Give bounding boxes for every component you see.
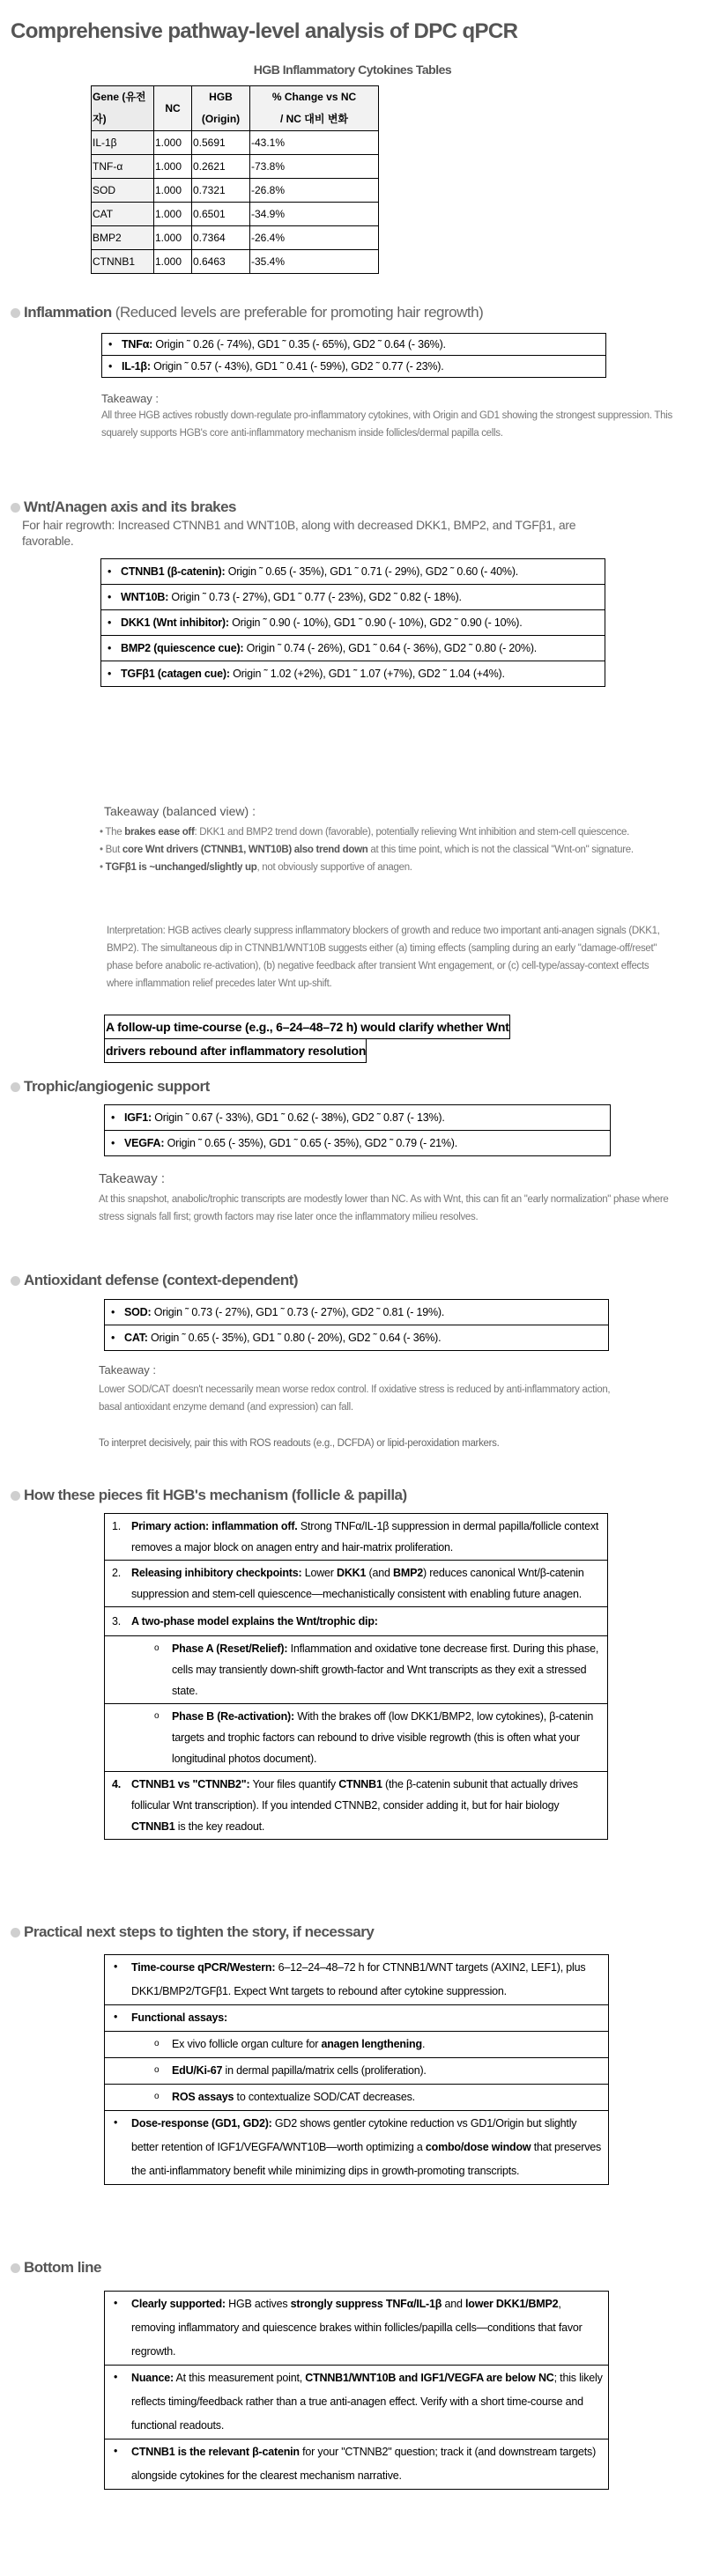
cell-hgb: 0.2621 xyxy=(192,155,250,179)
next-steps-box xyxy=(104,1954,609,2185)
item-label: VEGFA: xyxy=(124,1137,165,1149)
cell-hgb: 0.6463 xyxy=(192,250,250,274)
item-label: CTNNB1 (β-catenin): xyxy=(121,565,226,578)
item-text: Origin ˜ 1.02 (+2%), GD1 ˜ 1.07 (+7%), GD2 ˜ 1.04 (+4%). xyxy=(229,668,505,680)
section-title: Practical next steps to tighten the story, if necessary xyxy=(24,1923,375,1940)
item-label: Releasing inhibitory checkpoints: xyxy=(131,1567,302,1579)
item-label: TGFβ1 (catagen cue): xyxy=(121,668,230,680)
takeaway-text: At this snapshot, anabolic/trophic transcripts are modestly lower than NC. As with Wnt, this can fit an "early normalization" phase where stress signals fall first; growth factors may rise later once the inflammatory milieu resolves. xyxy=(99,1194,669,1222)
list-item: • VEGFA: Origin ˜ 0.65 (- 35%), GD1 ˜ 0.65 (- 35%), GD2 ˜ 0.79 (- 21%). xyxy=(105,1130,610,1155)
cell-hgb: 0.7321 xyxy=(192,179,250,203)
list-item: o EdU/Ki-67 in dermal papilla/matrix cells (proliferation). xyxy=(105,2057,608,2084)
cell-gene: CAT xyxy=(92,203,154,226)
section-subtitle: (Reduced levels are preferable for promoting hair regrowth) xyxy=(115,304,484,321)
header-pct-line1: % Change vs NC xyxy=(271,91,357,103)
item-text: Origin ˜ 0.67 (- 33%), GD1 ˜ 0.62 (- 38%), GD2 ˜ 0.87 (- 13%). xyxy=(151,1111,445,1124)
cell-nc: 1.000 xyxy=(154,131,192,155)
item-text: Origin ˜ 0.65 (- 35%), GD1 ˜ 0.80 (- 20%), GD2 ˜ 0.64 (- 36%). xyxy=(147,1332,442,1344)
list-item: 1. Primary action: inflammation off. Strong TNFα/IL-1β suppression in dermal papilla/follicle context removes a major block on anagen entry and hair-matrix proliferation. xyxy=(112,1520,599,1554)
item-text: Origin ˜ 0.73 (- 27%), GD1 ˜ 0.73 (- 27%), GD2 ˜ 0.81 (- 19%). xyxy=(151,1306,445,1318)
item-text: Strong TNFα/IL-1β suppression in dermal papilla/follicle context removes a major block on anagen entry and hair-matrix proliferation. xyxy=(131,1520,599,1554)
list-item: 2. Releasing inhibitory checkpoints: Lower DKK1 (and BMP2) reduces canonical Wnt/β-catenin suppression and stem-cell quiescence—mechanistically consistent with enabling future anagen. xyxy=(105,1560,607,1606)
cell-nc: 1.000 xyxy=(154,250,192,274)
section-bullet-icon xyxy=(11,1928,20,1938)
takeaway-heading: Takeaway : xyxy=(99,1363,157,1377)
list-item: • IL-1β: Origin ˜ 0.57 (- 43%), GD1 ˜ 0.41 (- 59%), GD2 ˜ 0.77 (- 23%). xyxy=(102,355,605,377)
trophic-box xyxy=(104,1104,611,1156)
section-title: Wnt/Anagen axis and its brakes xyxy=(24,498,237,515)
list-item: o ROS assays to contextualize SOD/CAT decreases. xyxy=(105,2084,608,2110)
table-row xyxy=(92,226,379,250)
item-label: IL-1β: xyxy=(122,360,151,373)
list-item: • WNT10B: Origin ˜ 0.73 (- 27%), GD1 ˜ 0.77 (- 23%), GD2 ˜ 0.82 (- 18%). xyxy=(101,584,605,609)
list-item: o Ex vivo follicle organ culture for anagen lengthening. xyxy=(105,2031,608,2057)
section-title: Antioxidant defense (context-dependent) xyxy=(24,1272,299,1288)
cytokines-table xyxy=(91,85,379,274)
section-title: Trophic/angiogenic support xyxy=(24,1078,210,1095)
takeaway-heading: Takeaway : xyxy=(99,1171,166,1186)
item-label: CTNNB1 is the relevant β-catenin xyxy=(131,2446,300,2458)
cell-nc: 1.000 xyxy=(154,203,192,226)
mechanism-box xyxy=(104,1513,608,1840)
cell-nc: 1.000 xyxy=(154,226,192,250)
highlight-line: A follow-up time-course (e.g., 6–24–48–72 h) would clarify whether Wnt xyxy=(104,1015,510,1039)
takeaway-text: All three HGB actives robustly down-regulate pro-inflammatory cytokines, with Origin and GD1 showing the strongest suppression. This squarely supports HGB's core anti-inflammatory mechanism inside follicles/dermal papilla cells. xyxy=(101,410,672,439)
section-bullet-icon xyxy=(11,308,20,318)
item-text: With the brakes off (low DKK1/BMP2, low cytokines), β-catenin targets and trophic factors can rebound to drive visible regrowth (this is often what your longitudinal photos document). xyxy=(172,1710,594,1765)
takeaway-heading: Takeaway (balanced view) : xyxy=(104,804,256,818)
section-bullet-icon xyxy=(11,1276,20,1286)
item-text: Origin ˜ 0.74 (- 26%), GD1 ˜ 0.64 (- 36%), GD2 ˜ 0.80 (- 20%). xyxy=(243,642,538,654)
list-item: • DKK1 (Wnt inhibitor): Origin ˜ 0.90 (- 10%), GD1 ˜ 0.90 (- 10%), GD2 ˜ 0.90 (- 10%). xyxy=(101,609,605,635)
list-item: o Phase B (Re-activation): With the brakes off (low DKK1/BMP2, low cytokines), β-catenin targets and trophic factors can rebound to drive visible regrowth (this is often what your longitudinal photos document). xyxy=(105,1703,607,1771)
section-title: How these pieces fit HGB's mechanism (follicle & papilla) xyxy=(24,1487,407,1503)
section-heading-mechanism xyxy=(11,1487,407,1504)
list-item: • CTNNB1 (β-catenin): Origin ˜ 0.65 (- 35%), GD1 ˜ 0.71 (- 29%), GD2 ˜ 0.60 (- 40%). xyxy=(108,565,519,578)
takeaway-text: Lower SOD/CAT doesn't necessarily mean worse redox control. If oxidative stress is reduced by anti-inflammatory action, basal antioxidant enzyme demand (and expression) can fall. xyxy=(99,1384,611,1413)
item-label: Functional assays: xyxy=(131,2011,227,2024)
item-label: SOD: xyxy=(124,1306,152,1318)
item-label: Nuance: xyxy=(131,2372,174,2384)
cell-pct: -43.1% xyxy=(250,131,379,155)
item-label: Primary action: inflammation off. xyxy=(131,1520,298,1532)
item-text: Origin ˜ 0.65 (- 35%), GD1 ˜ 0.65 (- 35%), GD2 ˜ 0.79 (- 21%). xyxy=(164,1137,457,1149)
list-item: • SOD: Origin ˜ 0.73 (- 27%), GD1 ˜ 0.73 (- 27%), GD2 ˜ 0.81 (- 19%). xyxy=(111,1306,445,1318)
item-text: Origin ˜ 0.26 (- 74%), GD1 ˜ 0.35 (- 65%), GD2 ˜ 0.64 (- 36%). xyxy=(152,338,446,351)
takeaway-point: • The brakes ease off: DKK1 and BMP2 trend down (favorable), potentially relieving Wnt inhibition and stem-cell quiescence. xyxy=(100,827,630,838)
item-label: TNFα: xyxy=(122,338,153,351)
cell-gene: BMP2 xyxy=(92,226,154,250)
item-label: WNT10B: xyxy=(121,591,169,603)
item-label: CAT: xyxy=(124,1332,148,1344)
table-row xyxy=(92,203,379,226)
cell-pct: -35.4% xyxy=(250,250,379,274)
list-item: • CTNNB1 is the relevant β-catenin for your "CTNNB2" question; track it (and downstream targets) alongside cytokines for the clearest mechanism narrative. xyxy=(105,2439,608,2489)
table-caption: HGB Inflammatory Cytokines Tables xyxy=(253,63,452,77)
table-row xyxy=(92,250,379,274)
section-title: Inflammation xyxy=(24,304,112,321)
header-hgb-line2: (Origin) xyxy=(201,113,241,125)
cell-gene: CTNNB1 xyxy=(92,250,154,274)
list-item: 4. CTNNB1 vs "CTNNB2": Your files quantify CTNNB1 (the β-catenin subunit that actually drives follicular Wnt transcription). If you intended CTNNB2, consider adding it, but for hair biology CTNNB1 is the key readout. xyxy=(105,1771,607,1839)
section-heading-inflammation xyxy=(11,304,483,321)
item-text: Origin ˜ 0.73 (- 27%), GD1 ˜ 0.77 (- 23%), GD2 ˜ 0.82 (- 18%). xyxy=(168,591,462,603)
item-text: Inflammation and oxidative tone decrease first. During this phase, cells may transiently down-shift growth-factor and Wnt transcripts as they exit a stressed state. xyxy=(172,1642,599,1697)
section-title: Bottom line xyxy=(24,2259,101,2276)
cell-pct: -26.4% xyxy=(250,226,379,250)
list-item: • CAT: Origin ˜ 0.65 (- 35%), GD1 ˜ 0.80 (- 20%), GD2 ˜ 0.64 (- 36%). xyxy=(105,1325,608,1350)
antioxidant-note: To interpret decisively, pair this with ROS readouts (e.g., DCFDA) or lipid-peroxidation markers. xyxy=(99,1438,500,1449)
cell-gene: SOD xyxy=(92,179,154,203)
section-bullet-icon xyxy=(11,1082,20,1092)
section-heading-trophic xyxy=(11,1078,210,1096)
table-row xyxy=(92,131,379,155)
item-label: Dose-response (GD1, GD2): xyxy=(131,2117,272,2129)
list-item: • Functional assays: xyxy=(105,2004,608,2031)
section-description: For hair regrowth: Increased CTNNB1 and WNT10B, along with decreased DKK1, BMP2, and TGFβ1, are favorable. xyxy=(22,518,576,548)
list-item: • BMP2 (quiescence cue): Origin ˜ 0.74 (- 26%), GD1 ˜ 0.64 (- 36%), GD2 ˜ 0.80 (- 20%). xyxy=(101,635,605,661)
section-heading-next-steps xyxy=(11,1923,374,1941)
cell-gene: TNF-α xyxy=(92,155,154,179)
takeaway-point: • But core Wnt drivers (CTNNB1, WNT10B) also trend down at this time point, which is not the classical "Wnt-on" signature. xyxy=(100,845,634,855)
item-label: Phase A (Reset/Relief): xyxy=(172,1642,288,1655)
section-heading-wnt xyxy=(11,498,236,516)
header-hgb-line1: HGB xyxy=(209,91,233,103)
page-title: Comprehensive pathway-level analysis of DPC qPCR xyxy=(11,19,518,43)
takeaway-point: • TGFβ1 is ~unchanged/slightly up, not obviously supportive of anagen. xyxy=(100,862,412,873)
cell-pct: -34.9% xyxy=(250,203,379,226)
cell-hgb: 0.5691 xyxy=(192,131,250,155)
bottom-line-box xyxy=(104,2291,609,2490)
list-item: • TNFα: Origin ˜ 0.26 (- 74%), GD1 ˜ 0.35 (- 65%), GD2 ˜ 0.64 (- 36%). xyxy=(108,338,446,351)
antioxidant-box xyxy=(104,1299,609,1351)
section-bullet-icon xyxy=(11,2263,20,2273)
table-header-row xyxy=(92,86,379,131)
item-text: 6–12–24–48–72 h for CTNNB1/WNT targets (AXIN2, LEF1), plus DKK1/BMP2/TGFβ1. Expect Wnt targets to rebound after cytokine suppression. xyxy=(131,1961,586,1997)
header-hgb xyxy=(192,86,250,131)
item-label: A two-phase model explains the Wnt/trophic dip: xyxy=(131,1615,378,1628)
highlight-callout xyxy=(104,1015,510,1063)
item-label: Clearly supported: xyxy=(131,2298,226,2310)
cell-nc: 1.000 xyxy=(154,179,192,203)
list-item: • Clearly supported: HGB actives strongly suppress TNFα/IL-1β and lower DKK1/BMP2, removing inflammatory and quiescence brakes within follicles/papilla cells—conditions that favor regrowth. xyxy=(114,2297,583,2358)
section-bullet-icon xyxy=(11,1491,20,1501)
header-pct-line2: / NC 대비 변화 xyxy=(279,113,349,125)
item-text: Origin ˜ 0.90 (- 10%), GD1 ˜ 0.90 (- 10%), GD2 ˜ 0.90 (- 10%). xyxy=(228,616,523,629)
list-item: o Phase A (Reset/Relief): Inflammation and oxidative tone decrease first. During this phase, cells may transiently down-shift growth-factor and Wnt transcripts as they exit a stressed state. xyxy=(105,1635,607,1703)
list-item: 3. A two-phase model explains the Wnt/trophic dip: xyxy=(105,1606,607,1635)
item-text: Origin ˜ 0.65 (- 35%), GD1 ˜ 0.71 (- 29%), GD2 ˜ 0.60 (- 40%). xyxy=(225,565,519,578)
highlight-line: drivers rebound after inflammatory resolution xyxy=(104,1038,367,1063)
inflammation-box xyxy=(101,333,606,378)
item-label: CTNNB1 vs "CTNNB2": xyxy=(131,1778,250,1790)
header-nc: NC xyxy=(154,86,192,131)
section-bullet-icon xyxy=(11,503,20,513)
cell-gene: IL-1β xyxy=(92,131,154,155)
item-label: DKK1 (Wnt inhibitor): xyxy=(121,616,229,629)
wnt-box xyxy=(100,558,605,687)
cell-nc: 1.000 xyxy=(154,155,192,179)
header-pct-change xyxy=(250,86,379,131)
cell-hgb: 0.6501 xyxy=(192,203,250,226)
list-item: • Nuance: At this measurement point, CTNNB1/WNT10B and IGF1/VEGFA are below NC; this likely reflects timing/feedback rather than a true anti-anagen effect. Verify with a short time-course and functional readouts. xyxy=(105,2365,608,2439)
list-item: • TGFβ1 (catagen cue): Origin ˜ 1.02 (+2%), GD1 ˜ 1.07 (+7%), GD2 ˜ 1.04 (+4%). xyxy=(101,661,605,686)
list-item: • Time-course qPCR/Western: 6–12–24–48–72 h for CTNNB1/WNT targets (AXIN2, LEF1), plus DKK1/BMP2/TGFβ1. Expect Wnt targets to rebound after cytokine suppression. xyxy=(114,1960,586,1997)
cell-hgb: 0.7364 xyxy=(192,226,250,250)
cell-pct: -73.8% xyxy=(250,155,379,179)
item-label: IGF1: xyxy=(124,1111,152,1124)
table-row xyxy=(92,155,379,179)
list-item: • IGF1: Origin ˜ 0.67 (- 33%), GD1 ˜ 0.62 (- 38%), GD2 ˜ 0.87 (- 13%). xyxy=(111,1111,445,1124)
list-item: • Dose-response (GD1, GD2): GD2 shows gentler cytokine reduction vs GD1/Origin but slightly better retention of IGF1/VEGFA/WNT10B—worth optimizing a combo/dose window that preserves the anti-inflammatory benefit while minimizing dips in growth-promoting transcripts. xyxy=(105,2110,608,2184)
section-heading-bottom-line xyxy=(11,2259,101,2277)
table-row xyxy=(92,179,379,203)
section-heading-antioxidant xyxy=(11,1272,298,1289)
takeaway-heading: Takeaway : xyxy=(101,392,160,405)
interpretation-text: Interpretation: HGB actives clearly suppress inflammatory blockers of growth and reduce two important anti-anagen signals (DKK1, BMP2). The simultaneous dip in CTNNB1/WNT10B suggests either (a) timing effects (sampling during an early "damage-off/reset" phase before anabolic re-activation), (b) negative feedback after transient Wnt engagement, or (c) cell-type/assay-context effects where inflammation relief precedes later Wnt up-shift. xyxy=(107,926,660,989)
item-text: Origin ˜ 0.57 (- 43%), GD1 ˜ 0.41 (- 59%), GD2 ˜ 0.77 (- 23%). xyxy=(150,360,444,373)
item-label: BMP2 (quiescence cue): xyxy=(121,642,244,654)
header-gene: Gene (유전자) xyxy=(92,86,154,131)
takeaway-points xyxy=(100,823,664,876)
item-label: Phase B (Re-activation): xyxy=(172,1710,294,1723)
item-label: Time-course qPCR/Western: xyxy=(131,1961,276,1974)
cell-pct: -26.8% xyxy=(250,179,379,203)
